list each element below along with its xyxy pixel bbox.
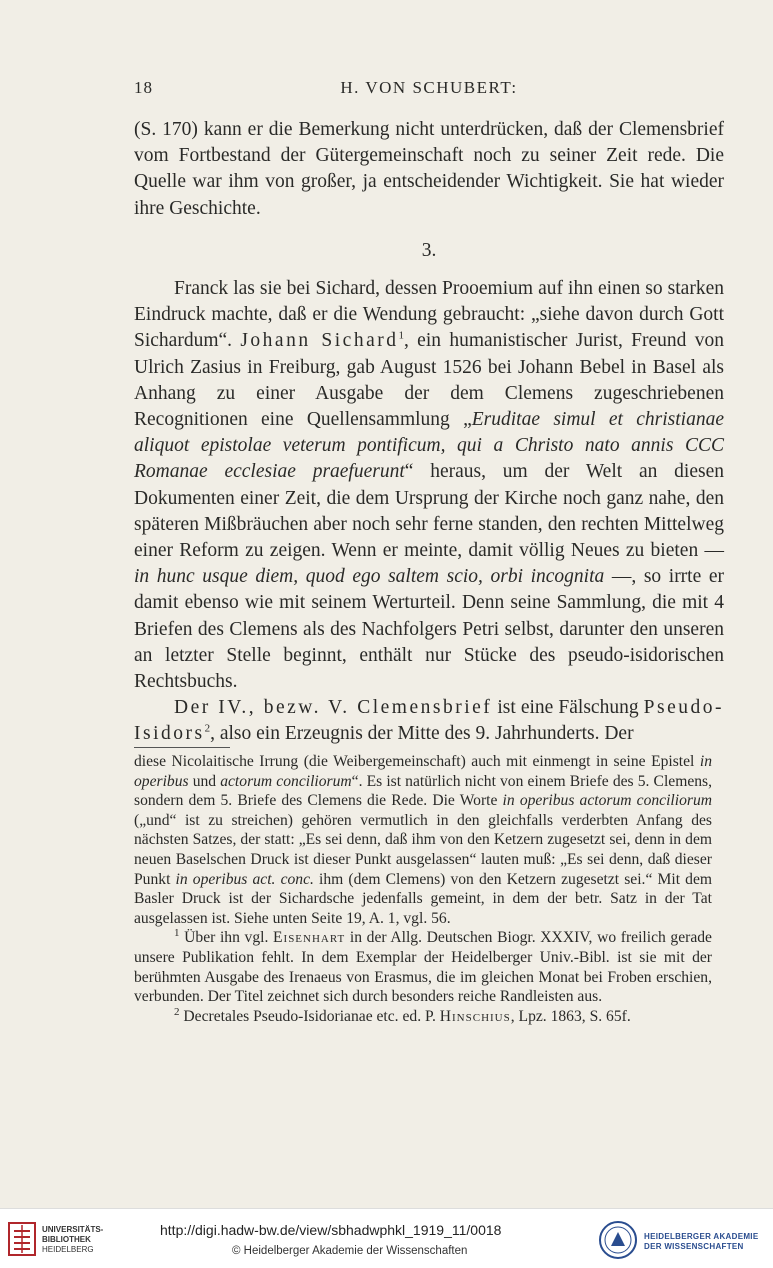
paragraph-2: Franck las sie bei Sichard, dessen Prooemium auf ihn einen so starken Eindruck machte, daß er die Wendung gebraucht: „siehe davon durch Gott Sichardum“. Johann Sichard$^1$, ein humanistischer Jurist, Freund von Ulrich Zasius in Freiburg, gab August 1526 bei Johann Bebel in Basel als Anhang zu einer Ausgabe der dem Clemens zugeschriebenen Recognitionen eine Quellensammlung „Eruditae simul et christianae aliquot epistolae veterum pontificum, qui a Christo nato annis CCC Romanae ecclesiae praefuerunt“ heraus, um der Welt an diesen Dokumenten einer Zeit, die dem Ursprung der Kirche noch ganz nahe, den späteren Mißbräuchen aber noch sehr ferne standen, den rechten Mittelweg einer Reform zu zeigen. Wenn er meinte, damit völlig Neues zu bieten — in hunc usque diem, quod ego saltem scio, orbi incognita —, so irrte er damit ebenso wie mit seinem Werturteil. Denn seine Sammlung, die mit 4 Briefen des Clemens als des Nachfolgers Petri selbst, darunter den unseren an letzter Stelle beginnt, enthält nur Stücke des pseudo-isidorischen Rechtsbuchs. [134, 278, 724, 693]
main-text [134, 117, 724, 748]
ub-line-1: UNIVERSITÄTS- [42, 1225, 104, 1234]
viewer-footer [0, 1208, 773, 1268]
footnotes [134, 752, 712, 1026]
ub-line-2: BIBLIOTHEK [42, 1235, 91, 1244]
ub-heidelberg-logo[interactable] [8, 1221, 158, 1261]
footnote-rule [134, 747, 230, 748]
footnote-ref-1: 1 [398, 329, 404, 342]
ub-logo-icon [8, 1221, 36, 1257]
academy-seal-icon [598, 1220, 638, 1260]
page-header [134, 78, 724, 102]
hak-line-1: HEIDELBERGER AKADEMIE [644, 1232, 759, 1241]
section-number: 3. [421, 239, 437, 261]
footnote-1: $^1$ Über ihn vgl. Eisenhart in der Allg. Deutschen Biogr. XXXIV, wo freilich gerade unsere Publikation fehlt. In dem Exemplar der Heidelberger Univ.-Bibl. ist sie mit der berühmten Ausgabe des Irenaeus von Erasmus, die im gleichen Monat bei Froben erschien, verbunden. Der Titel zeichnet sich durch besonders reiche Randleisten aus. [134, 927, 712, 1006]
author-eisenhart: Eisenhart [273, 929, 346, 947]
spaced-name-isidor: Pseudo-Isidors [134, 697, 724, 745]
copyright-notice: © Heidelberger Akademie der Wissenschaften [232, 1245, 468, 1257]
paragraph-3: Der IV., bezw. V. Clemensbrief ist eine Fälschung Pseudo-Isidors$^2$, also ein Erzeugnis der Mitte des 9. Jahrhunderts. Der [134, 697, 724, 745]
page-number: 18 [134, 78, 153, 97]
footnote-ref-2: 2 [204, 722, 211, 735]
hak-line-2: DER WISSENSCHAFTEN [644, 1242, 744, 1251]
hadw-logo[interactable] [598, 1220, 770, 1262]
running-title: H. VON SCHUBERT: [340, 78, 518, 97]
footnote-continued: diese Nicolaitische Irrung (die Weibergemeinschaft) auch mit einmengt in seine Epistel in operibus und actorum conciliorum“. Es ist natürlich nicht von einem Briefe des 5. Clemens, sondern dem 5. Briefe des Clemens die Rede. Die Worte in operibus actorum conciliorum („und“ ist zu streichen) gehören vermutlich in den gleichfalls verderbten Anfang des nächsten Satzes, der statt: „Es sei denn, daß ihm von den Ketzern zugesetzt sei, denn in dem neuen Baselschen Druck ist dieser Punkt ausgelassen“ lauten muß: „Es sei denn, daß dieser Punkt in operibus act. conc. ihm (dem Clemens) von den Ketzern zugesetzt sei.“ Mit dem Basler Druck ist der Sichardsche jedenfalls gemeint, in dem der betr. Satz in der Tat ausgelassen ist. Siehe unten Seite 19, A. 1, vgl. 56. [134, 753, 713, 927]
paragraph-1: (S. 170) kann er die Bemerkung nicht unterdrücken, daß der Clemensbrief vom Fortbestand der Gütergemeinschaft noch zu seiner Zeit rede. Die Quelle war ihm von großer, ja entscheidender Wichtigkeit. Sie hat wieder ihre Geschichte. [134, 119, 724, 219]
permalink[interactable]: http://digi.hadw-bw.de/view/sbhadwphkl_1919_11/0018 [160, 1222, 502, 1238]
italic-quote: in hunc usque diem, quod ego saltem scio, orbi incognita [134, 566, 605, 588]
footnote-2: $^2$ Decretales Pseudo-Isidorianae etc. ed. P. Hinschius, Lpz. 1863, S. 65f. [174, 1005, 631, 1025]
ub-line-3: HEIDELBERG [42, 1245, 94, 1254]
author-hinschius: Hinschius [439, 1007, 511, 1025]
spaced-name-sichard: Johann Sichard [240, 330, 399, 352]
italic-title: Eruditae simul et christianae aliquot epistolae veterum pontificum, qui a Christo nato annis CCC Romanae ecclesiae praefuerunt [134, 409, 724, 483]
spaced-clemensbrief: Der IV., bezw. V. Clemensbrief [174, 697, 493, 719]
